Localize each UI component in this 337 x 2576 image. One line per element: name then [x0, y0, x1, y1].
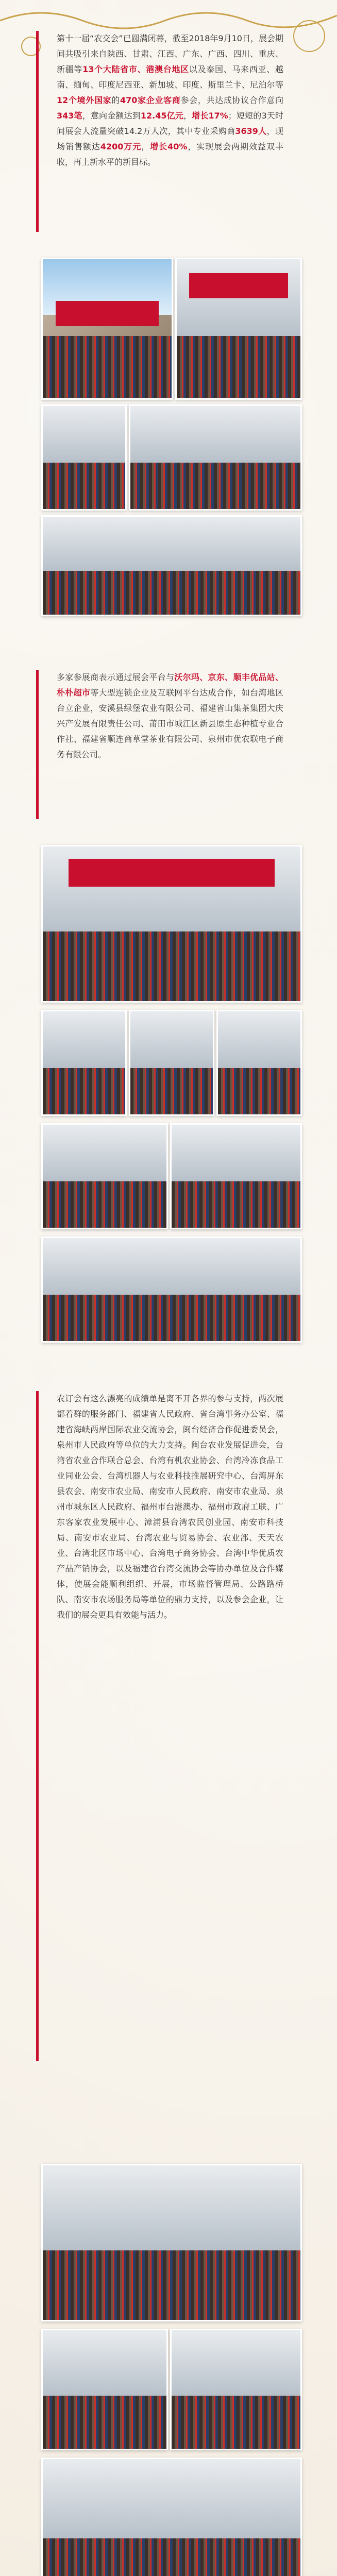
photo-booths	[41, 515, 302, 616]
photo-opening-ceremony	[175, 258, 302, 400]
intro-text	[57, 31, 283, 170]
paragraph-text: 第十一届“农交会”已圆满闭幕，截至2018年9月10日，展会期间共吸引来自陕西、甘肃、江西、广东、广西、四川、重庆、新疆等	[57, 33, 283, 74]
highlight-text: 12.45亿元	[140, 111, 183, 121]
photo-visitors-1	[41, 1010, 127, 1116]
paragraph-text: 参会，共达成协议合作意向	[180, 95, 283, 105]
photo-products-2	[170, 1123, 302, 1229]
photo-visitors-3	[216, 1010, 302, 1116]
photo-exhibition-hall	[129, 404, 302, 511]
photo-venue-exterior	[41, 258, 173, 400]
paragraph-text: ；短短的3天时间展会人流量突破14.2万人次，其中专业采购商	[57, 111, 283, 136]
organizers-text	[57, 1391, 283, 1623]
photo-tasting	[41, 1236, 302, 1343]
paragraph-text: ，意向金额达到	[82, 111, 141, 121]
photo-products-1	[41, 1123, 168, 1229]
partners-text	[57, 670, 283, 762]
highlight-text: 12个境外国家	[57, 95, 112, 105]
photo-crowd-hall	[41, 2458, 302, 2576]
accent-bar	[36, 31, 39, 232]
paragraph-text: 的	[111, 95, 121, 105]
highlight-text: 4200万元	[100, 142, 142, 151]
photo-visitors-2	[129, 1010, 214, 1116]
highlight-text: 增长17%	[192, 111, 228, 121]
highlight-text: 3639人	[235, 126, 267, 136]
highlight-text: 13个大陆省市、港澳台地区	[82, 64, 189, 74]
paragraph-text: 以及泰国、马来西亚、越南、缅甸、印度尼西亚、新加坡、印度、斯里兰卡、尼泊尔等	[57, 64, 283, 90]
paragraph-text: ，	[141, 142, 150, 151]
paragraph-text: 多家参展商表示通过展会平台与	[57, 672, 175, 682]
highlight-text: 343笔	[57, 111, 82, 121]
paragraph-text: ，现场销售额达	[57, 126, 283, 151]
highlight-text: 沃尔玛、京东、顺丰优品站、朴朴超市	[57, 672, 283, 698]
paragraph-text: ，实现展会两期效益双丰收，再上新水平的新目标。	[57, 142, 283, 167]
photo-leaders-visit	[41, 2164, 302, 2321]
paragraph-text: 等大型连锁企业及互联网平台达成合作，如台湾地区台立企业，安溪县绿堡农业有限公司、福建省山集茶集团大庆兴产发展有限责任公司、莆田市城江区新县原生态种植专业合作社、福建省顺连商草堂茶业有限公司、泉州市优农联电子商务有限公司。	[57, 688, 283, 759]
photo-signing-ceremony	[41, 845, 302, 1003]
photo-interview	[170, 2329, 302, 2450]
highlight-text: 470家企业客商	[120, 95, 181, 105]
paragraph-text: ，	[183, 111, 192, 121]
paragraph-text: 农订会有这么漂亮的成绩单是离不开各界的参与支持，两次展都着群的服务部门、福建省人民政府、省台湾事务办公室、福建省海峡两岸国际农业交流协会，闽台经济合作促进委员会，泉州市人民政府等单位的大力支持。闽台农业发展促进会，台湾省农业合作联合总会、台湾有机农业协会、台湾冷冻食品工业同业公会、台湾机器人与农业科技推展研究中心、台湾屏东县农会、南安市农业局、南安市人民政府、南安市农业局、泉州市城东区人民政府、福州市台港澳办、福州市政府工联、广东客家农业发展中心、漳浦县台湾农民创业园、南安市科技局、南安市农业局、台湾农业与贸易协会、农业部、天天农业、台湾北区市场中心、台湾电子商务协会、台湾中华优质农产品产销协会，以及福建省台湾交流协会等协办单位及合作媒体，使展会能顺利组织、开展，市场监督管理局、公路路桥队、南安市农场服务局等单位的鼎力支持，以及参会企业，让我们的展会更具有效能与活力。	[57, 1394, 283, 1620]
accent-bar	[36, 670, 39, 819]
accent-bar	[36, 1391, 39, 2061]
highlight-text: 增长40%	[150, 142, 188, 151]
photo-press	[41, 2329, 168, 2450]
photo-guests	[41, 404, 127, 511]
